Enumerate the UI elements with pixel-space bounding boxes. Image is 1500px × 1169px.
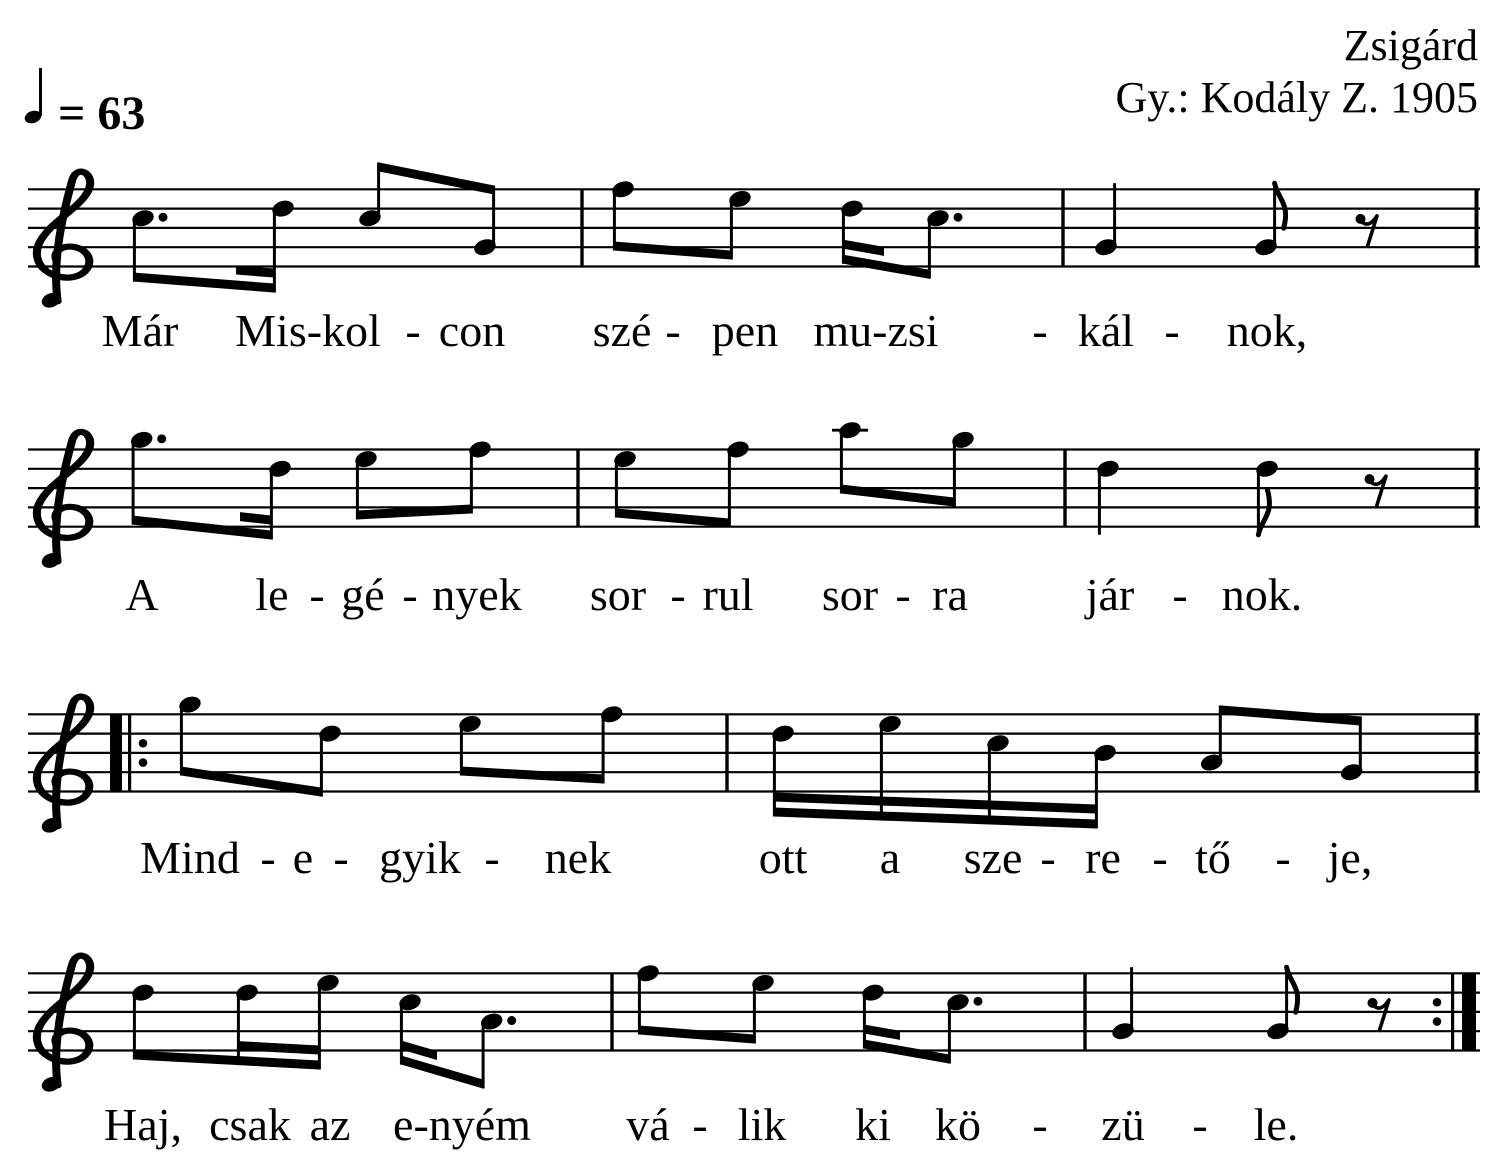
beam xyxy=(461,767,603,784)
beam xyxy=(616,509,729,528)
lyric-syllable: sor xyxy=(589,569,647,620)
barline xyxy=(580,189,583,266)
lyric-syllable: - xyxy=(1032,305,1048,356)
beam-secondary xyxy=(842,240,884,256)
lyric-syllable: nyek xyxy=(432,569,522,620)
lyric-syllable: - xyxy=(1040,832,1056,883)
end-repeat-thick xyxy=(1462,973,1476,1050)
repeat-dot xyxy=(1433,1017,1442,1026)
collection-place: Zsigárd xyxy=(1343,21,1478,70)
lyric-syllable: szé xyxy=(592,305,652,356)
lyric-syllable: - xyxy=(260,832,276,883)
eighth-rest xyxy=(1372,1000,1389,1032)
augmentation-dot xyxy=(507,1016,516,1025)
lyric-syllable: a xyxy=(879,832,901,883)
lyric-syllable: Haj, xyxy=(104,1099,182,1150)
lyric-syllable: vá xyxy=(626,1099,670,1150)
eighth-rest xyxy=(1360,216,1377,248)
repeat-dot xyxy=(139,739,148,748)
lyric-syllable: ott xyxy=(758,832,808,883)
lyric-syllable: - xyxy=(670,569,686,620)
beam xyxy=(1221,706,1361,726)
lyric-syllable: Mis-kol xyxy=(235,305,381,356)
lyric-syllable: - xyxy=(1275,832,1291,883)
lyric-syllable: az xyxy=(309,1099,351,1150)
lyric-syllable: ki xyxy=(855,1099,891,1150)
lyric-syllable: e xyxy=(292,832,314,883)
lyric-syllable: - xyxy=(895,569,911,620)
lyric-syllable: e-nyém xyxy=(393,1099,531,1150)
treble-clef-icon xyxy=(37,697,90,827)
lyric-syllable: - xyxy=(405,305,421,356)
beam xyxy=(401,1056,483,1089)
barline xyxy=(1063,450,1066,527)
lyric-syllable: - xyxy=(1192,1099,1208,1150)
beam-secondary xyxy=(864,1025,900,1040)
lyric-syllable: Már xyxy=(101,305,179,356)
lyric-syllable: gyik xyxy=(379,832,461,883)
repeat-dot xyxy=(1433,998,1442,1007)
treble-clef-icon xyxy=(37,432,90,562)
repeat-dot xyxy=(139,758,148,767)
lyric-syllable: lik xyxy=(737,1099,787,1150)
lyric-syllable: sor xyxy=(821,569,879,620)
beam-secondary xyxy=(238,1041,319,1054)
lyric-syllable: con xyxy=(438,305,506,356)
end-barline xyxy=(1475,189,1479,266)
augmentation-dot xyxy=(954,213,963,222)
lyric-syllable: sze xyxy=(963,832,1023,883)
lyric-syllable: jár xyxy=(1085,569,1135,620)
end-barline xyxy=(1475,714,1479,791)
lyric-syllable: mu-zsi xyxy=(813,305,939,356)
lyric-syllable: kál xyxy=(1077,305,1135,356)
barline xyxy=(725,714,728,791)
lyric-syllable: - xyxy=(309,569,325,620)
barline xyxy=(1083,973,1086,1050)
eighth-flag xyxy=(1258,490,1269,535)
lyric-syllable: Mind xyxy=(140,832,240,883)
lyric-syllable: - xyxy=(1032,1099,1048,1150)
lyric-syllable: le xyxy=(255,569,289,620)
lyric-syllable: je, xyxy=(1327,832,1373,883)
lyric-syllable: ra xyxy=(932,569,968,620)
lyric-syllable: nok, xyxy=(1226,305,1308,356)
lyric-syllable: nek xyxy=(544,832,612,883)
end-barline xyxy=(1475,450,1479,527)
lyric-syllable: rul xyxy=(702,569,754,620)
tempo-value: = 63 xyxy=(58,87,146,140)
lyric-syllable: zü xyxy=(1101,1099,1145,1150)
augmentation-dot xyxy=(159,213,168,222)
treble-clef-icon xyxy=(37,172,90,302)
lyric-syllable: kö xyxy=(935,1099,981,1150)
lyric-syllable: - xyxy=(1172,569,1188,620)
collector-credit: Gy.: Kodály Z. 1905 xyxy=(1115,73,1478,122)
lyric-syllable: nok. xyxy=(1221,569,1303,620)
lyric-syllable: - xyxy=(1164,305,1180,356)
lyric-syllable: gé xyxy=(341,569,385,620)
lyric-syllable: pen xyxy=(711,305,779,356)
barline xyxy=(1061,189,1064,266)
lyric-syllable: tő xyxy=(1195,832,1231,883)
lyric-syllable: le. xyxy=(1253,1099,1299,1150)
lyric-syllable: csak xyxy=(209,1099,291,1150)
lyric-syllable: - xyxy=(333,832,349,883)
beam-secondary xyxy=(240,512,271,524)
lyric-syllable: - xyxy=(665,305,681,356)
lyric-syllable: re xyxy=(1085,832,1121,883)
augmentation-dot xyxy=(974,997,983,1006)
lyric-syllable: A xyxy=(125,569,159,620)
beam xyxy=(639,1026,754,1044)
treble-clef-icon xyxy=(37,956,90,1086)
end-repeat-thin xyxy=(1451,973,1454,1050)
eighth-rest xyxy=(1369,476,1386,508)
beam xyxy=(614,242,731,260)
augmentation-dot xyxy=(157,434,166,443)
lyric-syllable: - xyxy=(692,1099,708,1150)
lyric-syllable: - xyxy=(484,832,500,883)
lyric-syllable: - xyxy=(402,569,418,620)
beam xyxy=(134,1051,319,1070)
barline xyxy=(576,450,579,527)
lyric-syllable: - xyxy=(1152,832,1168,883)
barline xyxy=(610,973,613,1050)
begin-repeat-thin xyxy=(128,714,131,791)
begin-repeat-thick xyxy=(110,714,122,791)
